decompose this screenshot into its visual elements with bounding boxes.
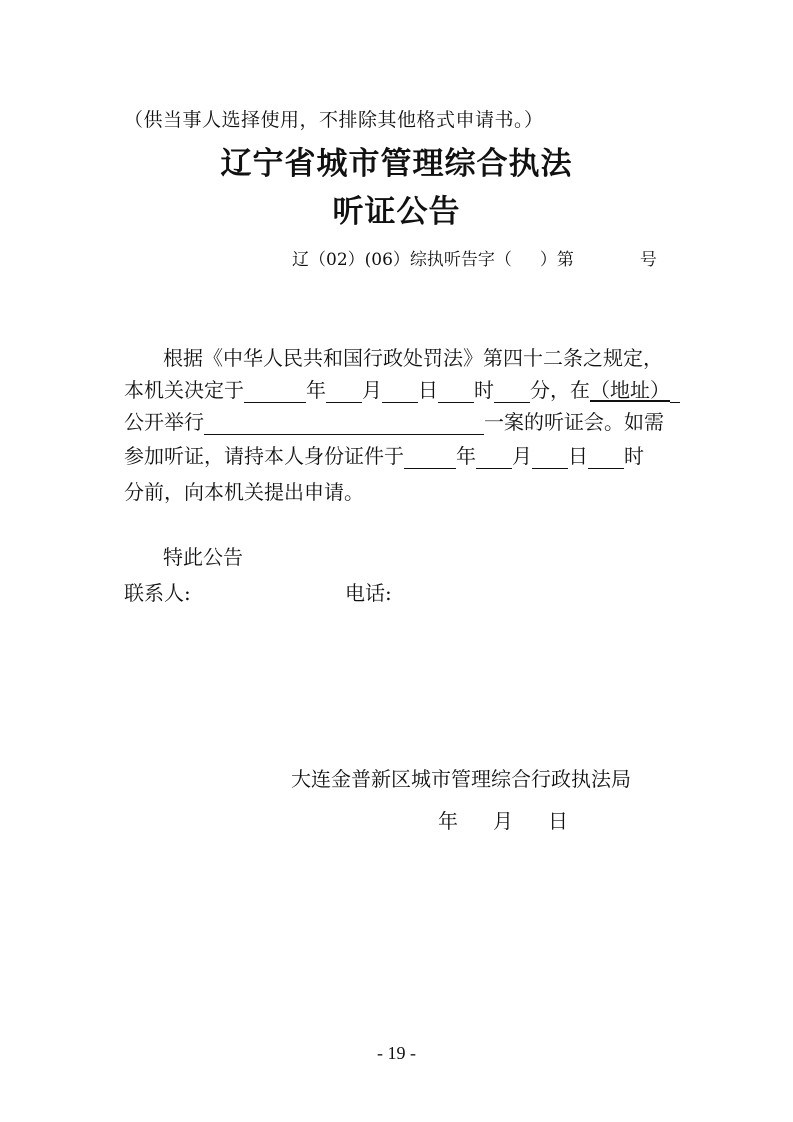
address-field[interactable]: （地址） bbox=[590, 378, 670, 402]
body-text: 公开举行 bbox=[124, 410, 204, 434]
apply-hour-blank[interactable] bbox=[588, 446, 624, 469]
year-blank[interactable] bbox=[244, 380, 306, 403]
month-blank[interactable] bbox=[326, 380, 362, 403]
apply-day-blank[interactable] bbox=[532, 446, 568, 469]
day-label: 日 bbox=[418, 378, 438, 402]
doc-number-mid: ）第 bbox=[539, 250, 574, 270]
date-year: 年 bbox=[438, 809, 458, 833]
month-label: 月 bbox=[512, 444, 532, 468]
body-line-5: 分前，向本机关提出申请。 bbox=[124, 480, 364, 504]
year-label: 年 bbox=[456, 444, 476, 468]
case-blank[interactable] bbox=[204, 412, 484, 435]
body-line-3 bbox=[124, 406, 664, 435]
hour-blank[interactable] bbox=[438, 380, 474, 403]
month-label: 月 bbox=[362, 378, 382, 402]
apply-month-blank[interactable] bbox=[476, 446, 512, 469]
minute-blank[interactable] bbox=[494, 380, 530, 403]
minute-label: 分，在 bbox=[530, 378, 590, 402]
doc-number-suffix: 号 bbox=[639, 250, 657, 270]
body-line-2 bbox=[124, 374, 680, 403]
body-text: 一案的听证会。如需 bbox=[484, 410, 664, 434]
document-subtitle: 听证公告 bbox=[332, 194, 461, 230]
date-day: 日 bbox=[548, 809, 568, 833]
page-number: - 19 - bbox=[377, 1043, 416, 1063]
address-blank[interactable] bbox=[670, 380, 680, 403]
body-line-1: 根据《中华人民共和国行政处罚法》第四十二条之规定， bbox=[163, 346, 663, 370]
day-blank[interactable] bbox=[382, 380, 418, 403]
year-label: 年 bbox=[306, 378, 326, 402]
body-text: 参加听证，请持本人身份证件于 bbox=[124, 444, 404, 468]
doc-number-prefix: 辽（02）(06）综执听告字（ bbox=[292, 250, 512, 270]
date-line bbox=[438, 805, 568, 834]
document-title: 辽宁省城市管理综合执法 bbox=[220, 146, 573, 182]
issuer-name: 大连金普新区城市管理综合行政执法局 bbox=[291, 767, 631, 791]
body-text: 本机关决定于 bbox=[124, 378, 244, 402]
body-line-4 bbox=[124, 440, 644, 469]
hour-label: 时 bbox=[624, 444, 644, 468]
day-label: 日 bbox=[568, 444, 588, 468]
document-number bbox=[292, 245, 657, 270]
date-month: 月 bbox=[493, 809, 513, 833]
closing-text: 特此公告 bbox=[163, 545, 243, 569]
apply-year-blank[interactable] bbox=[404, 446, 456, 469]
contact-label: 联系人: bbox=[124, 581, 191, 605]
usage-note: （供当事人选择使用，不排除其他格式申请书。） bbox=[124, 109, 544, 131]
phone-label: 电话: bbox=[345, 581, 392, 605]
hour-label: 时 bbox=[474, 378, 494, 402]
